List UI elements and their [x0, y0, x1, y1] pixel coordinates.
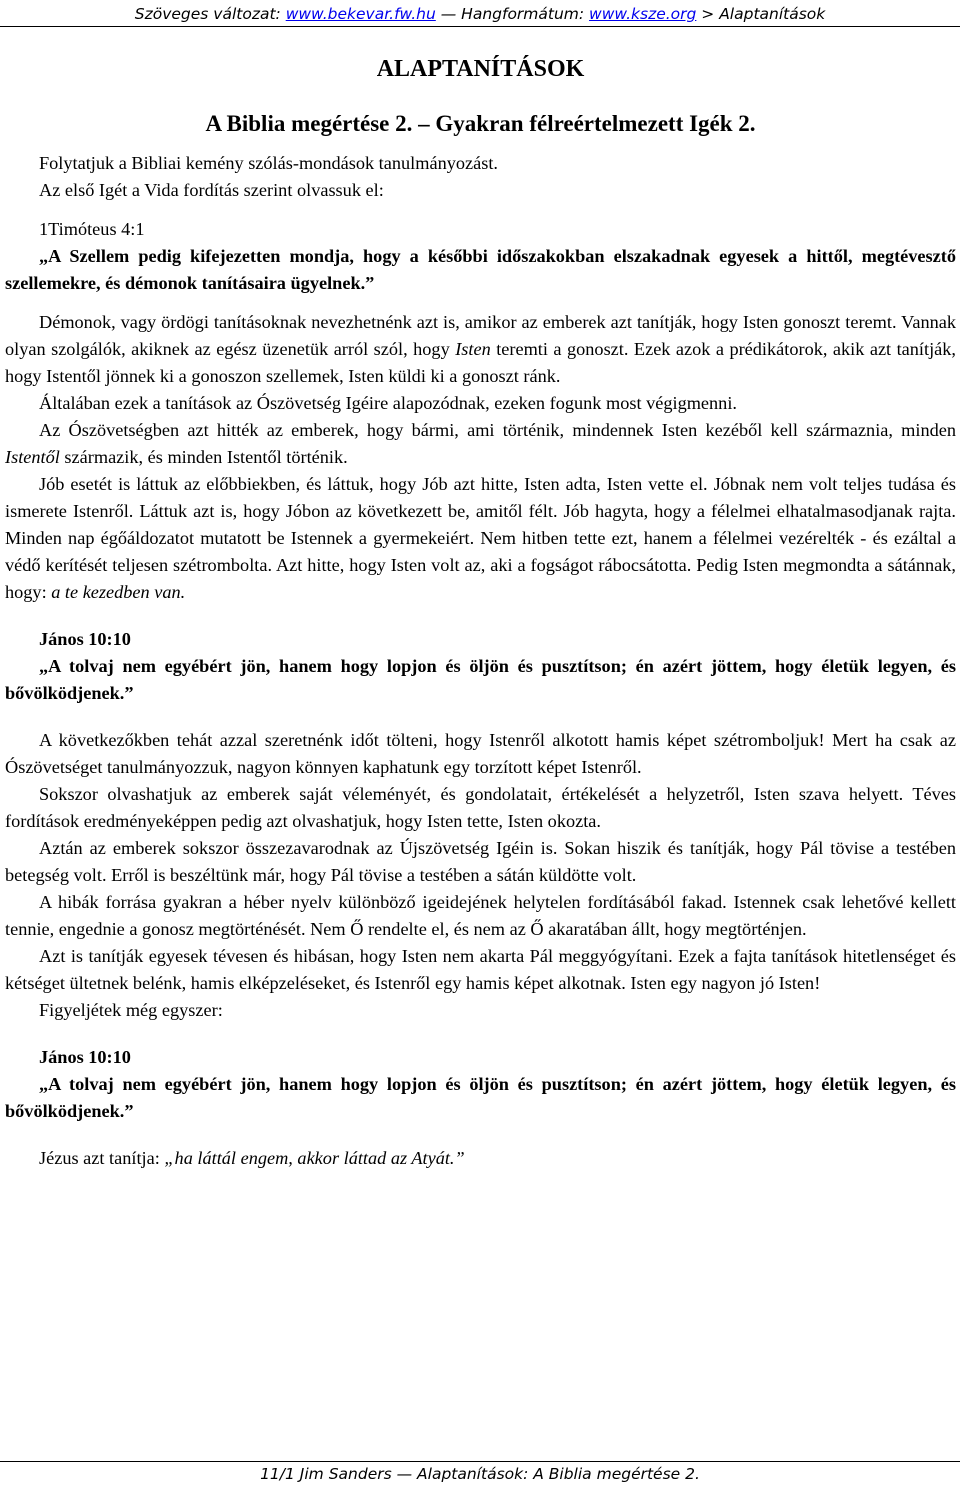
- page-footer: 11/1 Jim Sanders — Alaptanítások: A Biblia megértése 2.: [0, 1461, 960, 1486]
- paragraph-hebrew-translation: A hibák forrása gyakran a héber nyelv különböző igeidejének helytelen fordításából fakad. Istennek csak lehetővé kellett tennie, engednie a gonosz megtörténését. Nem Ő rendelte el, és nem az Ő akaratában állt, hogy megtörténjen.: [5, 892, 956, 939]
- page-subtitle: A Biblia megértése 2. – Gyakran félreértelmezett Igék 2.: [205, 111, 756, 136]
- bekevar-link[interactable]: www.bekevar.fw.hu: [285, 5, 436, 23]
- paragraph-opinions: Sokszor olvashatjuk az emberek saját véleményét, és gondolatait, értékelését a helyzetről, Isten szava helyett. Téves fordítások eredményeképpen pedig azt olvashatjuk, hogy Isten tette, Isten okozta.: [5, 784, 956, 831]
- paragraph-false-teachings: Azt is tanítják egyesek tévesen és hibásan, hogy Isten nem akarta Pál meggyógyítani. Ezek a fajta tanítások hitetlenséget és kétséget ültetnek belénk, hamis elképzeléseket, és Istenről egy hamis képet alkotnak. Isten egy nagyon jó Isten!: [5, 946, 956, 993]
- verse-text-3: „A tolvaj nem egyébért jön, hanem hogy lopjon és öljön és pusztítson; én azért jöttem, hogy életük legyen, és bővölködjenek.”: [5, 1074, 956, 1121]
- paragraph-job: Jób esetét is láttuk az előbbiekben, és láttuk, hogy Jób azt hitte, Isten adta, Isten vette el. Jóbnak nem volt teljes tudása és ismerete Istenről. Láttuk azt is, hogy Jóbon az következett be, amitől félt. Jób hagyta, hogy a félelmei elhatalmasodjanak rajta. Minden nap égőáldozatot mutatott be Istennek a gyermekeiért. Nem hitben tette ezt, hanem a félelmei vezérelték - és ezáltal a védő kerítését teljesen szétrombolta. Azt hitte, hogy Isten volt az, aki a fogságot rábocsátotta. Pedig Isten megmondta a sátánnak, hogy: a te kezedben van.: [5, 474, 956, 602]
- verse-reference-1: 1Timóteus 4:1: [39, 219, 145, 239]
- paragraph-paul-thorn: Aztán az emberek sokszor összezavarodnak az Újszövetség Igéin is. Sokan hiszik és tanítják, hogy Pál tövise a testében betegség volt. Erről is beszéltünk már, hogy Pál tövise a testében a sátán küldötte volt.: [5, 838, 956, 885]
- verse-text-2: „A tolvaj nem egyébért jön, hanem hogy lopjon és öljön és pusztítson; én azért jöttem, hogy életük legyen, és bővölködjenek.”: [5, 656, 956, 703]
- paragraph-false-image: A következőkben tehát azzal szeretnénk időt tölteni, hogy Istenről alkotott hamis képet szétromboljuk! Mert ha csak az Ószövetséget tanulmányozzuk, nagyon könnyen kaphatunk egy torzított képet Istenről.: [5, 730, 956, 777]
- verse-text-1: „A Szellem pedig kifejezetten mondja, hogy a későbbi időszakokban elszakadnak egyesek a hittől, megtévesztő szellemekre, és démonok tanításaira ügyelnek.”: [5, 246, 956, 293]
- intro-line-2: Az első Igét a Vida fordítás szerint olvassuk el:: [39, 180, 384, 200]
- header-suffix: > Alaptanítások: [696, 5, 826, 23]
- page-header: [0, 2, 960, 27]
- header-middle: — Hangformátum:: [435, 5, 590, 23]
- verse-reference-2: János 10:10: [39, 629, 131, 649]
- paragraph-old-testament-basis: Általában ezek a tanítások az Ószövetség Igéire alapozódnak, ezeken fogunk most végigmenni.: [39, 393, 737, 413]
- verse-reference-3: János 10:10: [39, 1047, 131, 1067]
- ksze-link[interactable]: www.ksze.org: [589, 5, 697, 23]
- paragraph-old-testament-belief: Az Ószövetségben azt hitték az emberek, hogy bármi, ami történik, mindennek Isten kezéből kell származnia, minden Istentől származik, és minden Istentől történik.: [5, 420, 956, 467]
- document-body: [5, 52, 956, 1172]
- intro-line-1: Folytatjuk a Bibliai kemény szólás-mondások tanulmányozást.: [39, 153, 498, 173]
- paragraph-demons: Démonok, vagy ördögi tanításoknak nevezhetnénk azt is, amikor az emberek azt tanítják, hogy Isten gonoszt teremt. Vannak olyan szolgálók, akiknek az egész üzenetük arról szól, hogy Isten teremti a gonoszt. Ezek azok a prédikátorok, akik azt tanítják, hogy Istentől jönnek ki a gonoszon szellemek, Isten küldi ki a gonoszt ránk.: [5, 312, 956, 386]
- paragraph-look-again: Figyeljétek még egyszer:: [39, 1000, 223, 1020]
- closing-line: Jézus azt tanítja: „ha láttál engem, akkor láttad az Atyát.”: [39, 1148, 465, 1168]
- page-title: ALAPTANÍTÁSOK: [376, 56, 585, 82]
- header-prefix: Szöveges változat:: [134, 5, 286, 23]
